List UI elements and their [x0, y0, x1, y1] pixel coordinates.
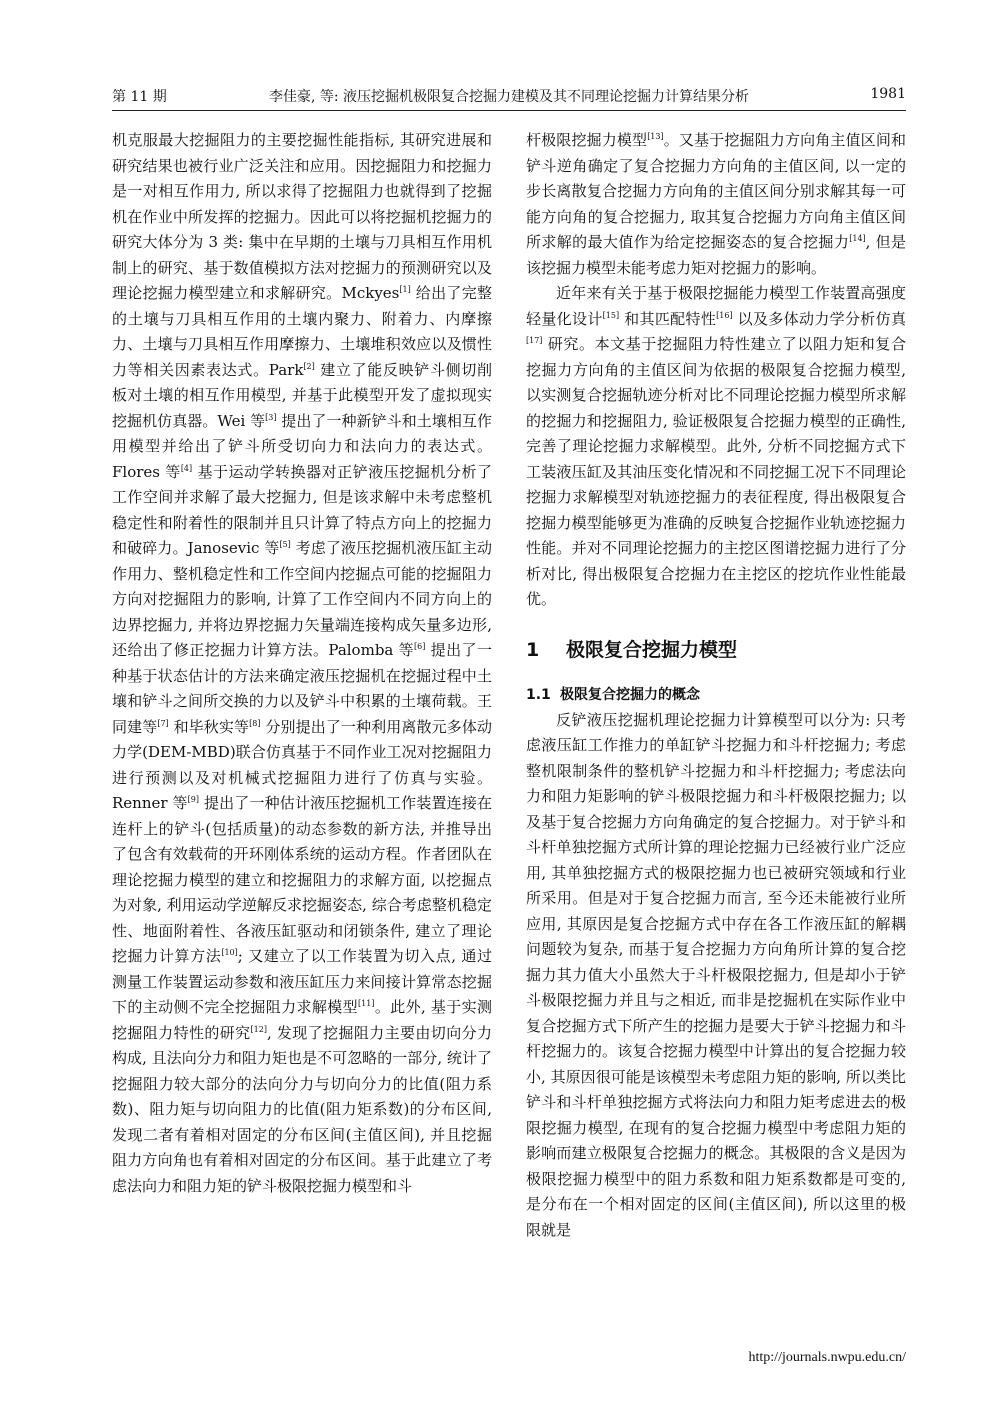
- citation-7: [7]: [157, 718, 169, 728]
- section-title: 极限复合挖掘力模型: [566, 638, 738, 661]
- citation-14: [14]: [849, 234, 866, 243]
- citation-6: [6]: [414, 642, 426, 651]
- citation-3: [3]: [265, 412, 277, 422]
- subsection-number: 1.1: [526, 686, 551, 703]
- citation-11: [11]: [358, 999, 375, 1008]
- citation-16: [16]: [716, 310, 733, 320]
- citation-4: [4]: [180, 463, 193, 473]
- citation-1: [1]: [399, 285, 411, 294]
- citation-2: [2]: [303, 361, 315, 371]
- right-column: [526, 128, 906, 1243]
- intro-paragraph-right: 杆极限挖掘力模型[13]。又基于挖掘阻力方向角主值区间和铲斗逆角确定了复合挖掘力方向角的主值区间, 以一定的步长离散复合挖掘力方向角的主值区间分别求解其每一可能方向角的复合挖掘力, 取其复合挖掘力方向角主值区间所求解的最大值作为给定挖掘姿态的复合挖掘力[14], 但是该挖掘力模型未能考虑力矩对挖掘力的影响。: [526, 131, 906, 277]
- header-rule: [112, 110, 906, 111]
- citation-8: [8]: [249, 718, 261, 728]
- running-title: 李佳豪, 等: 液压挖掘机极限复合挖掘力建模及其不同理论挖掘力计算结果分析: [268, 89, 750, 105]
- left-column: [112, 128, 492, 1199]
- citation-12: [12]: [250, 1024, 267, 1034]
- section-number: 1: [526, 638, 540, 661]
- section-heading: [526, 635, 906, 665]
- journal-url: http://journals.nwpu.edu.cn/: [748, 1350, 906, 1365]
- running-header: [112, 86, 906, 110]
- research-summary-paragraph: 近年来有关于基于极限挖掘能力模型工作装置高强度轻量化设计[15] 和其匹配特性[16] 以及多体动力学分析仿真[17] 研究。本文基于挖掘阻力特性建立了以阻力矩和复合挖掘力方向角的主值区间为依据的极限复合挖掘力模型, 以实测复合挖掘轨迹分析对比不同理论挖掘力模型所求解的挖掘力和挖掘阻力, 验证极限复合挖掘力模型的正确性, 完善了理论挖掘力求解模型。此外, 分析不同挖掘方式下工装液压缸及其油压变化情况和不同挖掘工况下不同理论挖掘力求解模型对轨迹挖掘力的表征程度, 得出极限复合挖掘力模型能够更为准确的反映复合挖掘作业轨迹挖掘力性能。并对不同理论挖掘力的主挖区图谱挖掘力进行了分析对比, 得出极限复合挖掘力在主挖区的挖坑作业性能最优。: [526, 284, 906, 608]
- citation-9: [9]: [187, 795, 199, 804]
- issue-label: 第 11 期: [112, 89, 167, 105]
- concept-paragraph: 反铲液压挖掘机理论挖掘力计算模型可以分为: 只考虑液压缸工作推力的单缸铲斗挖掘力和斗杆挖掘力; 考虑整机限制条件的整机铲斗挖掘力和斗杆挖掘力; 考虑法向力和阻力矩影响的铲斗极限挖掘力和斗杆极限挖掘力; 以及基于复合挖掘力方向角确定的复合挖掘力。对于铲斗和斗杆单独挖掘方式所计算的理论挖掘力已经被行业广泛应用, 其单独挖掘方式的极限挖掘力也已被研究领域和行业所采用。但是对于复合挖掘力而言, 至今还未能被行业所应用, 其原因是复合挖掘方式中存在各工作液压缸的解耦问题较为复杂, 而基于复合挖掘力方向角所计算的复合挖掘力其力值大小虽然大于斗杆极限挖掘力, 但是却小于铲斗极限挖掘力并且与之相近, 而非是挖掘机在实际作业中复合挖掘方式下所产生的挖掘力是要大于铲斗挖掘力和斗杆挖掘力的。该复合挖掘力模型中计算出的复合挖掘力较小, 其原因很可能是该模型未考虑阻力矩的影响, 所以类比铲斗和斗杆单独挖掘方式将法向力和阻力矩考虑进去的极限挖掘力模型, 在现有的复合挖掘力模型中考虑阻力矩的影响而建立极限复合挖掘力的概念。其极限的含义是因为极限挖掘力模型中的阻力系数和阻力矩系数都是可变的, 是分布在一个相对固定的区间(主值区间), 所以这里的极限就是: [526, 710, 906, 1239]
- citation-15: [15]: [602, 310, 620, 320]
- page-number: 1981: [870, 86, 906, 102]
- citation-5: [5]: [279, 540, 291, 549]
- citation-10: [10]: [221, 948, 238, 957]
- citation-13: [13]: [647, 132, 664, 141]
- citation-17: [17]: [526, 336, 543, 345]
- intro-paragraph-left: 机克服最大挖掘阻力的主要挖掘性能指标, 其研究进展和研究结果也被行业广泛关注和应用。因挖掘阻力和挖掘力是一对相互作用力, 所以求得了挖掘阻力也就得到了挖掘机在作业中所发挥的挖掘力。因此可以将挖掘机挖掘力的研究大体分为 3 类: 集中在早期的土壤与刀具相互作用机制上的研究、基于数值模拟方法对挖掘力的预测研究以及理论挖掘力模型建立和求解研究。Mckyes[1] 给出了完整的土壤与刀具相互作用的土壤内聚力、附着力、内摩擦力、土壤与刀具相互作用摩擦力、土壤堆积效应以及惯性力等相关因素表达式。Park[2] 建立了能反映铲斗侧切削板对土壤的相互作用模型, 并基于此模型开发了虚拟现实挖掘机仿真器。Wei 等[3] 提出了一种新铲斗和土壤相互作用模型并给出了铲斗所受切向力和法向力的表达式。Flores 等[4] 基于运动学转换器对正铲液压挖掘机分析了工作空间并求解了最大挖掘力, 但是该求解中未考虑整机稳定性和附着性的限制并且只计算了特点方向上的挖掘力和破碎力。Janosevic 等[5] 考虑了液压挖掘机液压缸主动作用力、整机稳定性和工作空间内挖掘点可能的挖掘阻力方向对挖掘阻力的影响, 计算了工作空间内不同方向上的边界挖掘力, 并将边界挖掘力矢量端连接构成矢量多边形, 还给出了修正挖掘力计算方法。Palomba 等[6] 提出了一种基于状态估计的方法来确定液压挖掘机在挖掘过程中土壤和铲斗之间所交换的力以及铲斗中积累的土壤荷载。王同建等[7] 和毕秋实等[8] 分别提出了一种利用离散元多体动力学(DEM-MBD)联合仿真基于不同作业工况对挖掘阻力进行预测以及对机械式挖掘阻力进行了仿真与实验。Renner 等[9] 提出了一种估计液压挖掘机工作装置连接在连杆上的铲斗(包括质量)的动态参数的新方法, 并推导出了包含有效载荷的开环刚体系统的运动方程。作者团队在理论挖掘力模型的建立和挖掘阻力的求解方面, 以挖掘点为对象, 利用运动学逆解反求挖掘姿态, 综合考虑整机稳定性、地面附着性、各液压缸驱动和闭锁条件, 建立了理论挖掘力计算方法[10]; 又建立了以工作装置为切入点, 通过测量工作装置运动参数和液压缸压力来间接计算常态挖掘下的主动侧不完全挖掘阻力求解模型[11]。此外, 基于实测挖掘阻力特性的研究[12], 发现了挖掘阻力主要由切向分力构成, 且法向分力和阻力矩也是不可忽略的一部分, 统计了挖掘阻力较大部分的法向分力与切向分力的比值(阻力系数)、阻力矩与切向阻力的比值(阻力矩系数)的分布区间, 发现二者有着相对固定的分布区间(主值区间), 并且挖掘阻力方向角也有着相对固定的分布区间。基于此建立了考虑法向力和阻力矩的铲斗极限挖掘力模型和斗: [112, 131, 492, 1195]
- subsection-title: 极限复合挖掘力的概念: [560, 686, 700, 703]
- subsection-heading: [526, 683, 906, 708]
